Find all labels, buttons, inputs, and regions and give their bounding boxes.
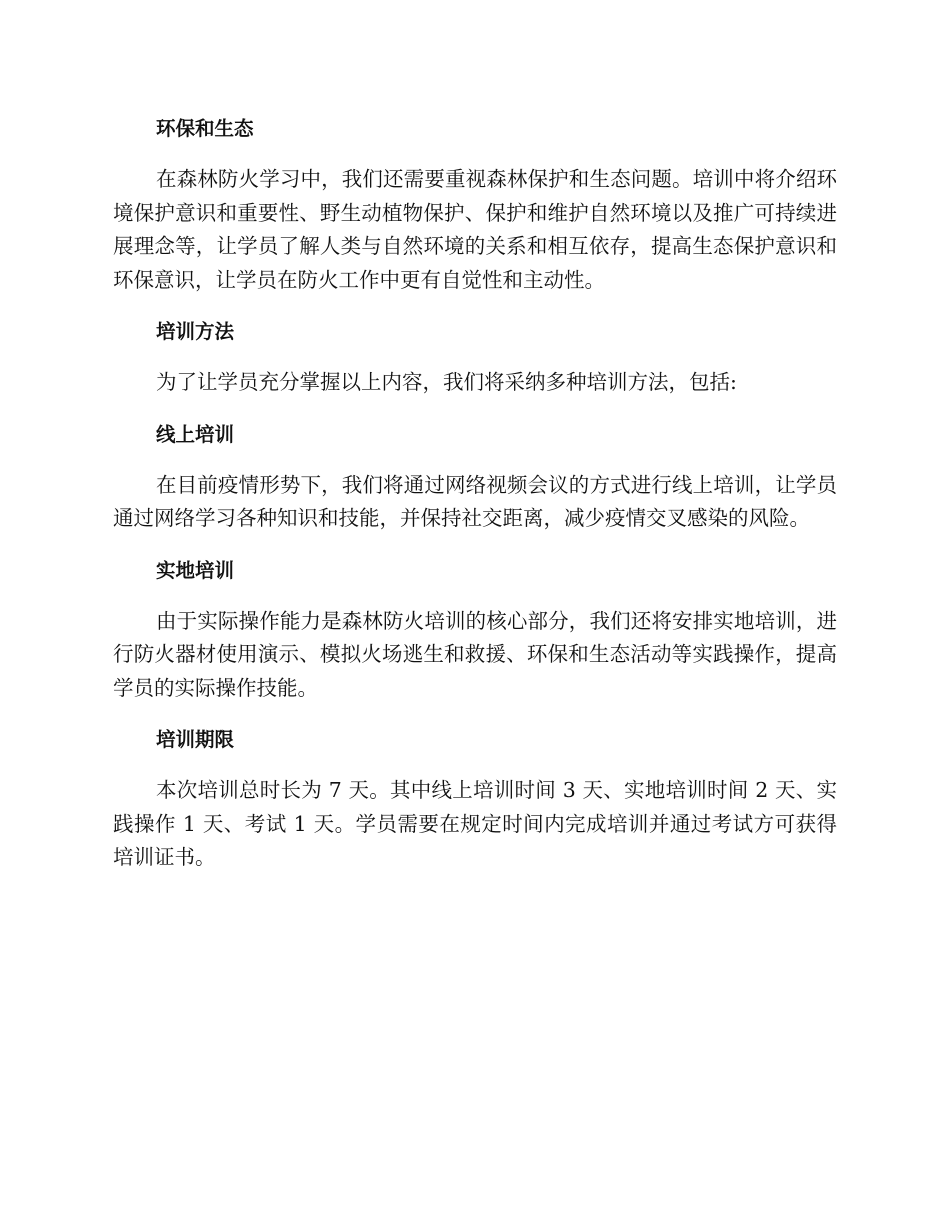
- document-body: [113, 112, 837, 893]
- section-paragraph-methods: 为了让学员充分掌握以上内容，我们将采纳多种培训方法，包括:: [156, 370, 737, 394]
- section-heading-eco: 环保和生态: [156, 117, 254, 140]
- section-paragraph-field: 由于实际操作能力是森林防火培训的核心部分，我们还将安排实地培训，进行防火器材使用演示、模拟火场逃生和救援、环保和生态活动等实践操作，提高学员的实际操作技能。: [113, 608, 837, 700]
- section-paragraph-eco: 在森林防火学习中，我们还需要重视森林保护和生态问题。培训中将介绍环境保护意识和重要性、野生动植物保护、保护和维护自然环境以及推广可持续进展理念等，让学员了解人类与自然环境的关系和相互依存，提高生态保护意识和环保意识，让学员在防火工作中更有自觉性和主动性。: [113, 167, 837, 292]
- section-heading-methods: 培训方法: [156, 320, 235, 343]
- section-paragraph-online: 在目前疫情形势下，我们将通过网络视频会议的方式进行线上培训，让学员通过网络学习各种知识和技能，并保持社交距离，减少疫情交叉感染的风险。: [113, 472, 837, 530]
- section-heading-online: 线上培训: [156, 422, 235, 446]
- section-paragraph-duration: 本次培训总时长为 7 天。其中线上培训时间 3 天、实地培训时间 2 天、实践操作 1 天、考试 1 天。学员需要在规定时间内完成培训并通过考试方可获得培训证书。: [113, 778, 837, 869]
- section-heading-duration: 培训期限: [156, 728, 235, 751]
- section-heading-field: 实地培训: [156, 558, 235, 582]
